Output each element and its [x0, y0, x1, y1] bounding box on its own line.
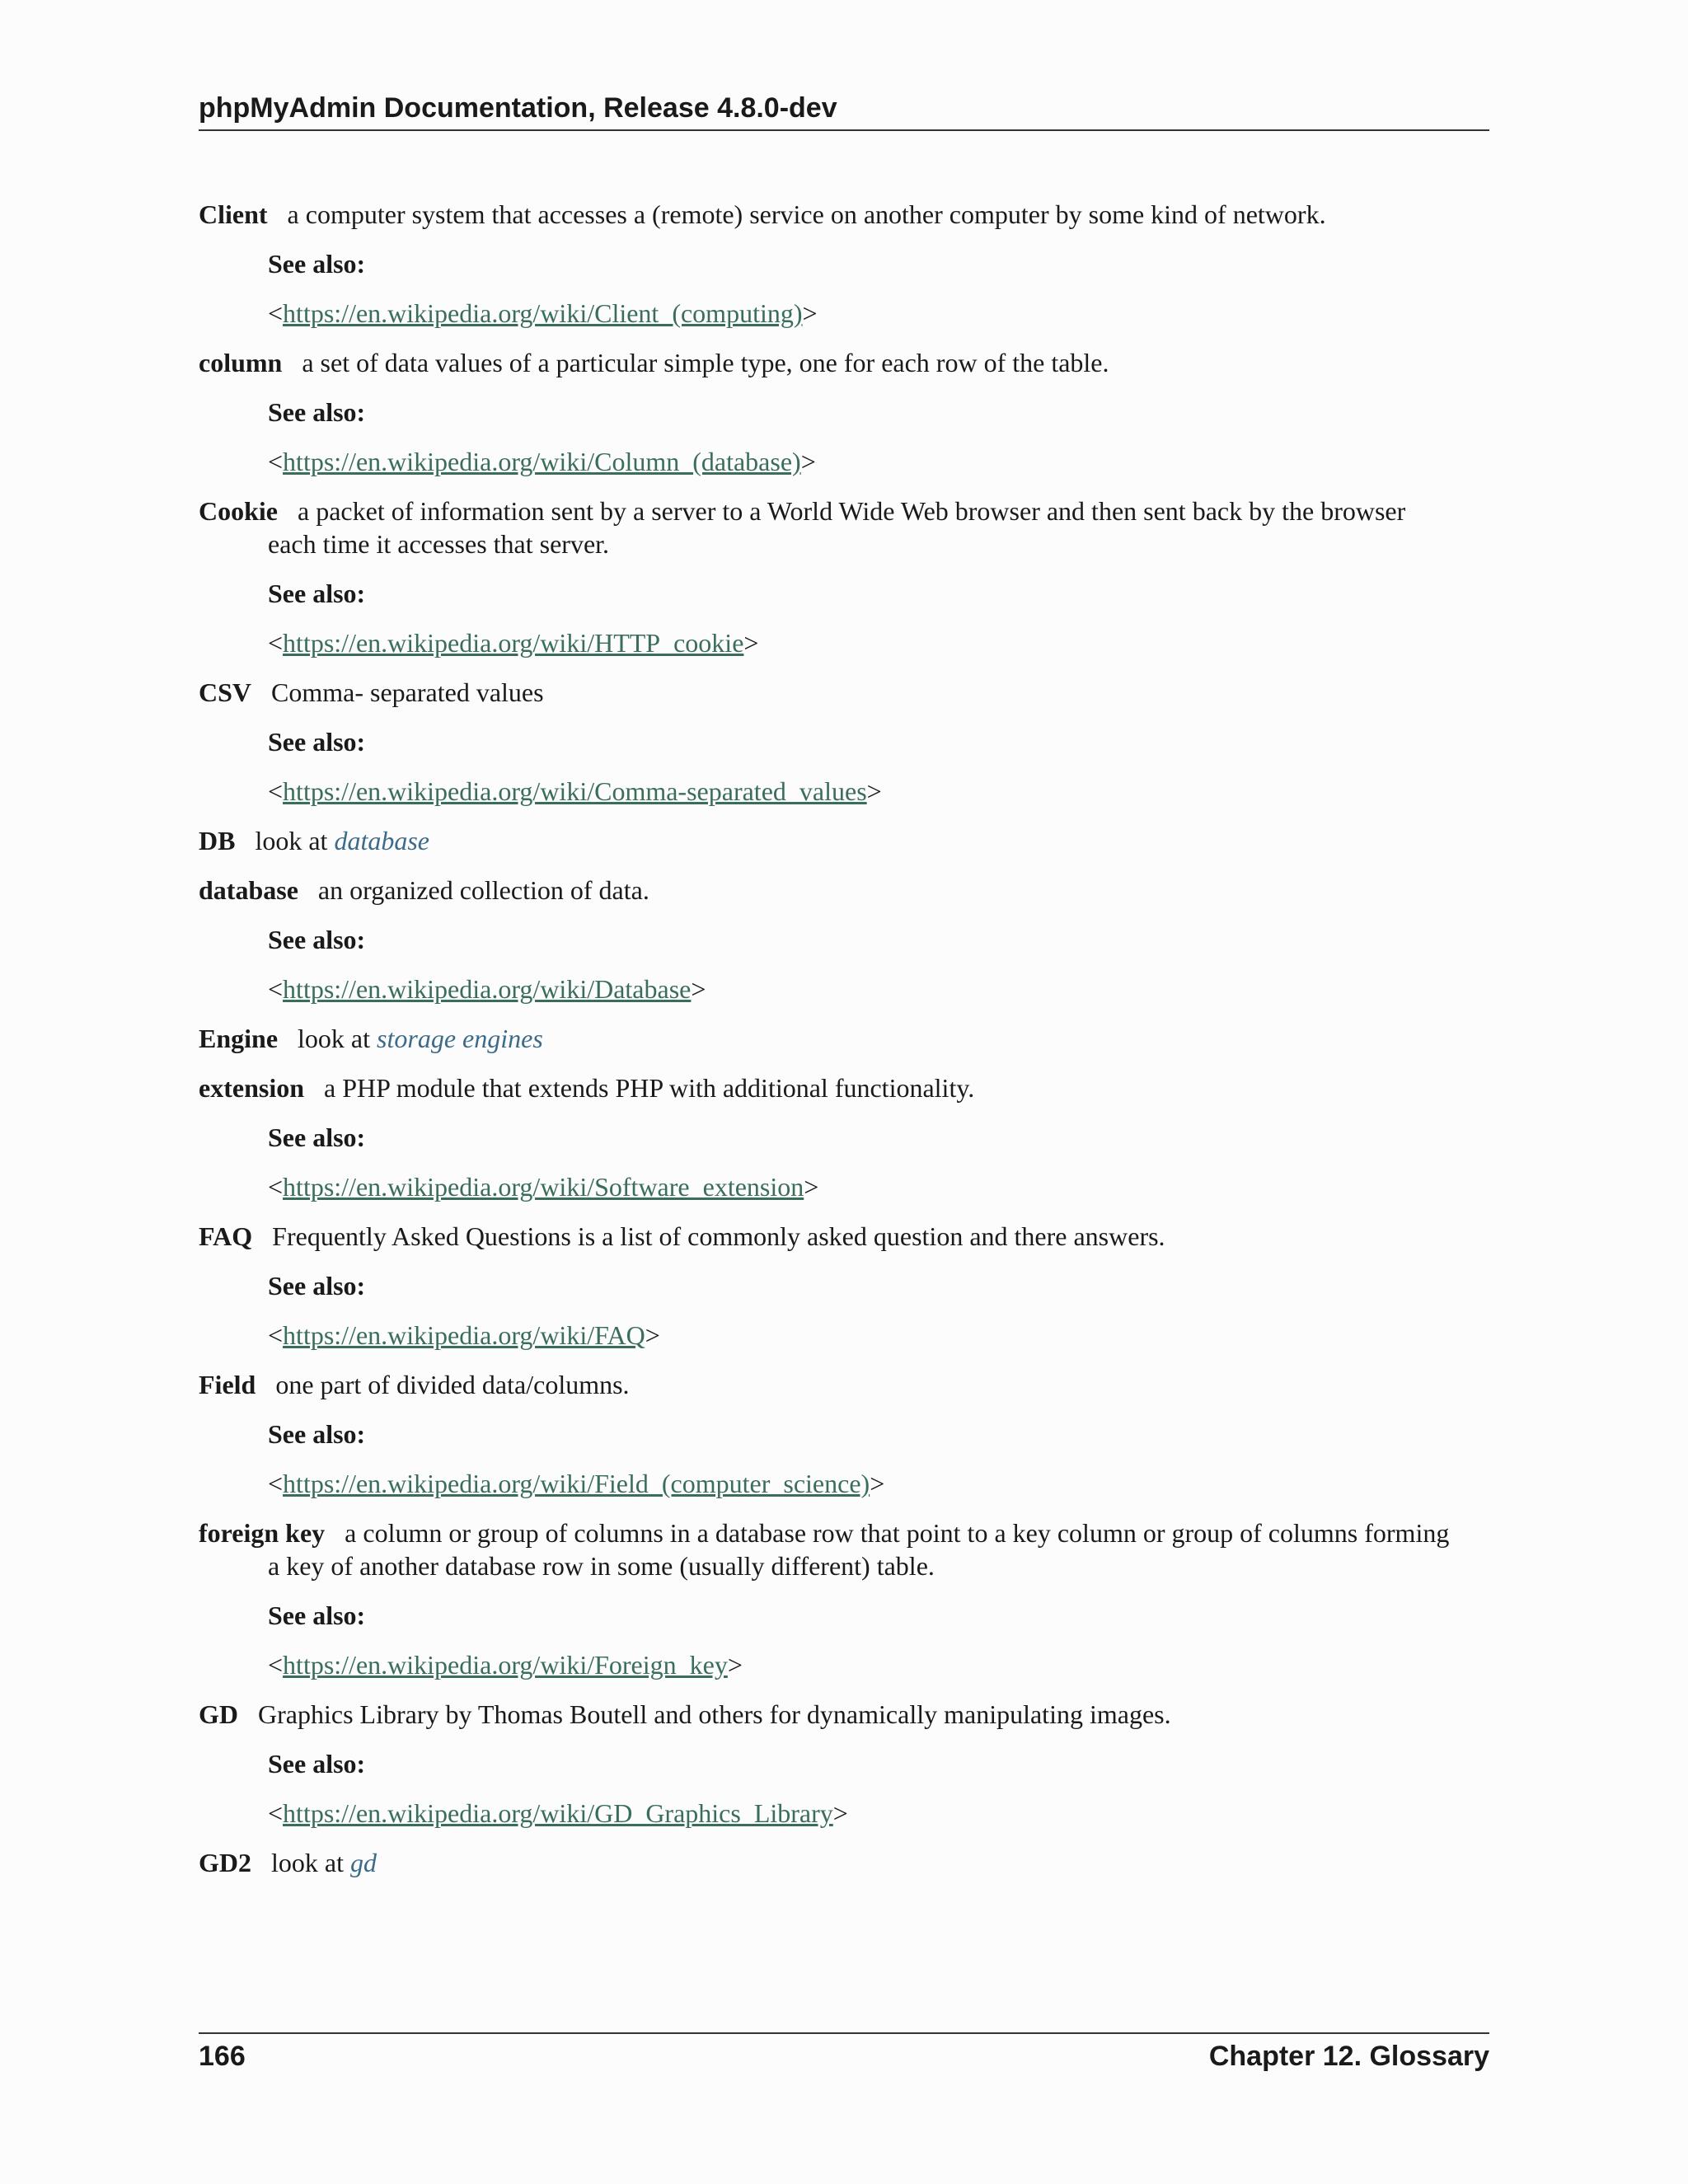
- see-also-label: See also:: [268, 1271, 366, 1301]
- cross-reference-link[interactable]: gd: [349, 1848, 377, 1877]
- glossary-term: GD: [199, 1699, 238, 1729]
- glossary-term: Engine: [199, 1024, 279, 1053]
- glossary-definition: an organized collection of data.: [317, 875, 649, 905]
- glossary-entry-engine: [199, 1022, 1489, 1055]
- page-number: 166: [199, 2041, 246, 2072]
- glossary-entry-cookie: Cookie a packet of information sent by a server to a World Wide Web browser and then sent back by the browser each time it accesses that server. See also: <https://en.wikipedia.org/wiki/HTTP_cookie>: [199, 494, 1489, 659]
- cross-reference-link[interactable]: database: [334, 826, 429, 855]
- see-also-label: See also:: [268, 1601, 366, 1630]
- see-also-label: See also:: [268, 1122, 366, 1152]
- glossary-term: DB: [199, 826, 236, 855]
- see-also-link[interactable]: https://en.wikipedia.org/wiki/Comma-separated_values: [283, 776, 867, 806]
- see-also-link[interactable]: https://en.wikipedia.org/wiki/HTTP_cookie: [283, 628, 744, 658]
- see-also-label: See also:: [268, 727, 366, 757]
- glossary-definition: look at: [298, 1024, 371, 1053]
- glossary-definition: a PHP module that extends PHP with additional functionality.: [324, 1073, 975, 1103]
- see-also-label: See also:: [268, 397, 366, 427]
- glossary-list: [199, 198, 1489, 1896]
- glossary-entry-gd2: [199, 1846, 1489, 1879]
- glossary-definition: look at: [271, 1848, 344, 1877]
- see-also-label: See also:: [268, 249, 366, 279]
- glossary-term: CSV: [199, 677, 252, 707]
- glossary-term: GD2: [199, 1848, 251, 1877]
- see-also-link[interactable]: https://en.wikipedia.org/wiki/Foreign_key: [283, 1650, 728, 1680]
- glossary-definition: one part of divided data/columns.: [275, 1370, 630, 1399]
- glossary-term: foreign key: [199, 1518, 326, 1548]
- glossary-term: Client: [199, 199, 268, 229]
- glossary-definition: a set of data values of a particular simple type, one for each row of the table.: [302, 348, 1109, 377]
- glossary-entry-db: [199, 824, 1489, 857]
- see-also-link[interactable]: https://en.wikipedia.org/wiki/GD_Graphics_Library: [283, 1798, 833, 1828]
- glossary-term: database: [199, 875, 298, 905]
- glossary-definition: Comma- separated values: [271, 677, 544, 707]
- glossary-definition: Frequently Asked Questions is a list of commonly asked question and there answers.: [272, 1221, 1165, 1251]
- see-also-link[interactable]: https://en.wikipedia.org/wiki/Database: [283, 974, 692, 1004]
- glossary-entry-gd: GD Graphics Library by Thomas Boutell and others for dynamically manipulating images. See also: <https://en.wikipedia.org/wiki/GD_Graphics_Library>: [199, 1698, 1489, 1830]
- page-header: [199, 92, 1489, 131]
- glossary-definition: Graphics Library by Thomas Boutell and others for dynamically manipulating images.: [258, 1699, 1171, 1729]
- glossary-definition-continued: a key of another database row in some (usually different) table.: [268, 1551, 935, 1581]
- cross-reference-link[interactable]: storage engines: [377, 1024, 543, 1053]
- glossary-term: Field: [199, 1370, 256, 1399]
- glossary-term: column: [199, 348, 283, 377]
- glossary-term: Cookie: [199, 496, 278, 526]
- glossary-entry-database: database an organized collection of data. See also: <https://en.wikipedia.org/wiki/Database>: [199, 874, 1489, 1005]
- see-also-link[interactable]: https://en.wikipedia.org/wiki/Column_(database): [283, 447, 801, 476]
- glossary-entry-csv: CSV Comma- separated values See also: <https://en.wikipedia.org/wiki/Comma-separated_values>: [199, 676, 1489, 808]
- glossary-definition: a computer system that accesses a (remote) service on another computer by some kind of network.: [287, 199, 1326, 229]
- see-also-link[interactable]: https://en.wikipedia.org/wiki/Field_(computer_science): [283, 1469, 870, 1498]
- glossary-entry-extension: extension a PHP module that extends PHP with additional functionality. See also: <https://en.wikipedia.org/wiki/Software_extension>: [199, 1071, 1489, 1203]
- glossary-entry-faq: FAQ Frequently Asked Questions is a list of commonly asked question and there answers. See also: <https://en.wikipedia.org/wiki/FAQ>: [199, 1220, 1489, 1352]
- glossary-term: extension: [199, 1073, 304, 1103]
- see-also-label: See also:: [268, 1419, 366, 1449]
- chapter-title: Chapter 12. Glossary: [1208, 2041, 1489, 2072]
- glossary-entry-client: Client a computer system that accesses a (remote) service on another computer by some kind of network. See also: <https://en.wikipedia.org/wiki/Client_(computing)>: [199, 198, 1489, 330]
- see-also-link[interactable]: https://en.wikipedia.org/wiki/FAQ: [283, 1320, 645, 1350]
- glossary-entry-field: Field one part of divided data/columns. See also: <https://en.wikipedia.org/wiki/Field_(computer_science)>: [199, 1368, 1489, 1500]
- document-title: phpMyAdmin Documentation, Release 4.8.0-dev: [199, 92, 837, 124]
- glossary-definition: a column or group of columns in a database row that point to a key column or group of columns forming: [345, 1518, 1450, 1548]
- glossary-definition: look at: [255, 826, 328, 855]
- see-also-label: See also:: [268, 925, 366, 954]
- glossary-definition-continued: each time it accesses that server.: [268, 529, 610, 559]
- glossary-entry-column: column a set of data values of a particular simple type, one for each row of the table. See also: <https://en.wikipedia.org/wiki/Column_(database)>: [199, 346, 1489, 478]
- page-footer: [199, 2032, 1489, 2073]
- see-also-link[interactable]: https://en.wikipedia.org/wiki/Software_extension: [283, 1172, 804, 1202]
- see-also-link[interactable]: https://en.wikipedia.org/wiki/Client_(computing): [283, 298, 803, 328]
- glossary-term: FAQ: [199, 1221, 253, 1251]
- see-also-label: See also:: [268, 579, 366, 608]
- see-also-label: See also:: [268, 1749, 366, 1779]
- glossary-entry-foreign-key: foreign key a column or group of columns in a database row that point to a key column or group of columns forming a key of another database row in some (usually different) table. See also: <https://en.wikipedia.org/wiki/Foreign_key>: [199, 1516, 1489, 1681]
- glossary-definition: a packet of information sent by a server to a World Wide Web browser and then sent back by the browser: [298, 496, 1406, 526]
